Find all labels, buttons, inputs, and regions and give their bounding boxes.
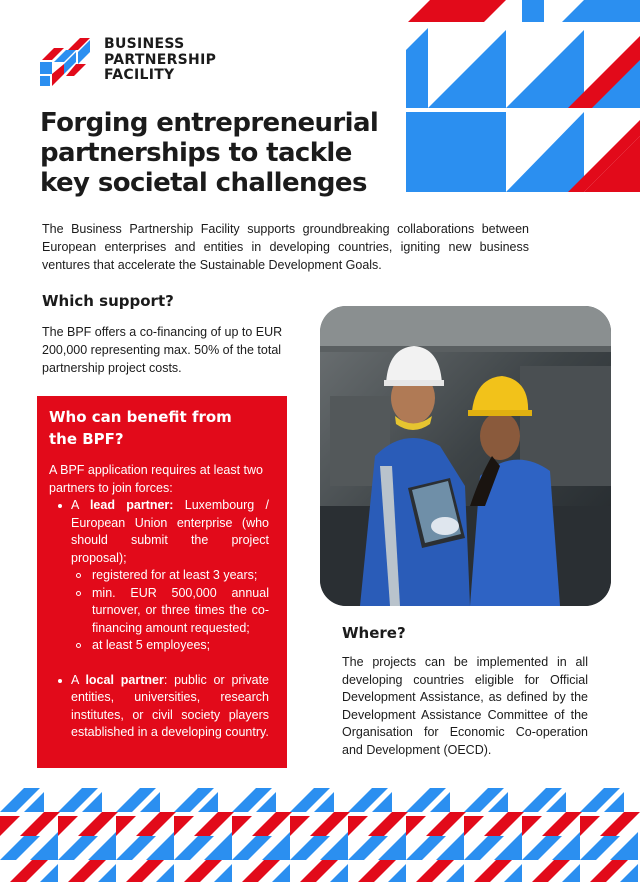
brand-name-line: FACILITY <box>104 67 175 83</box>
lead-partner-item <box>49 497 269 567</box>
local-partner-label: local partner <box>85 672 164 687</box>
lead-prefix: A <box>71 498 90 512</box>
decorative-pattern-bottom <box>0 788 640 882</box>
who-can-benefit-intro: A BPF application requires at least two partners to join forces: <box>49 463 264 495</box>
lead-criterion: at least 5 employees; <box>70 637 269 655</box>
intro-paragraph: The Business Partnership Facility supports groundbreaking collaborations between European enterprises and entities in developing countries, igniting new business ventures that accelerate the Sustainable Development Goals. <box>42 222 529 272</box>
lead-criterion: min. EUR 500,000 annual turnover, or three times the co-financing amount requested; <box>70 585 269 638</box>
who-can-benefit-box <box>37 396 287 768</box>
local-prefix: A <box>71 672 86 687</box>
local-partner-text: : public or private entities, universities, research institutes, or civil society players established in a developing country. <box>71 672 269 739</box>
workers-photo <box>320 306 611 606</box>
partner-list <box>49 497 269 742</box>
brand-name <box>104 37 216 84</box>
which-support-text: The BPF offers a co-financing of up to EUR 200,000 representing max. 50% of the total partnership project costs. <box>42 325 283 375</box>
title-line: partnerships to tackle <box>40 138 352 168</box>
bpf-logo-icon <box>40 38 92 86</box>
brand-name-line: PARTNERSHIP <box>104 51 217 68</box>
where-heading: Where? <box>342 624 406 642</box>
page-title <box>40 108 400 198</box>
lead-criterion: registered for at least 3 years; <box>70 567 269 585</box>
title-line: Forging entrepreneurial <box>40 108 379 138</box>
where-text: The projects can be implemented in all developing countries eligible for Official Development Assistance, as defined by the Development Assistance Committee of the Organisation for Economic Co-operation and Development (OECD). <box>342 655 588 757</box>
which-support-heading: Which support? <box>42 292 174 310</box>
title-line: key societal challenges <box>40 168 367 198</box>
decorative-graphic-top <box>406 0 640 192</box>
local-partner-item <box>49 672 269 742</box>
lead-partner-label: lead partner: <box>89 498 174 512</box>
who-can-benefit-heading: Who can benefit from the BPF? <box>49 408 232 448</box>
brand-name-line: BUSINESS <box>104 36 185 52</box>
lead-partner-text: Luxembourg / European Union enterprise (who should submit the project proposal); <box>71 498 269 565</box>
list-spacer <box>49 655 269 672</box>
